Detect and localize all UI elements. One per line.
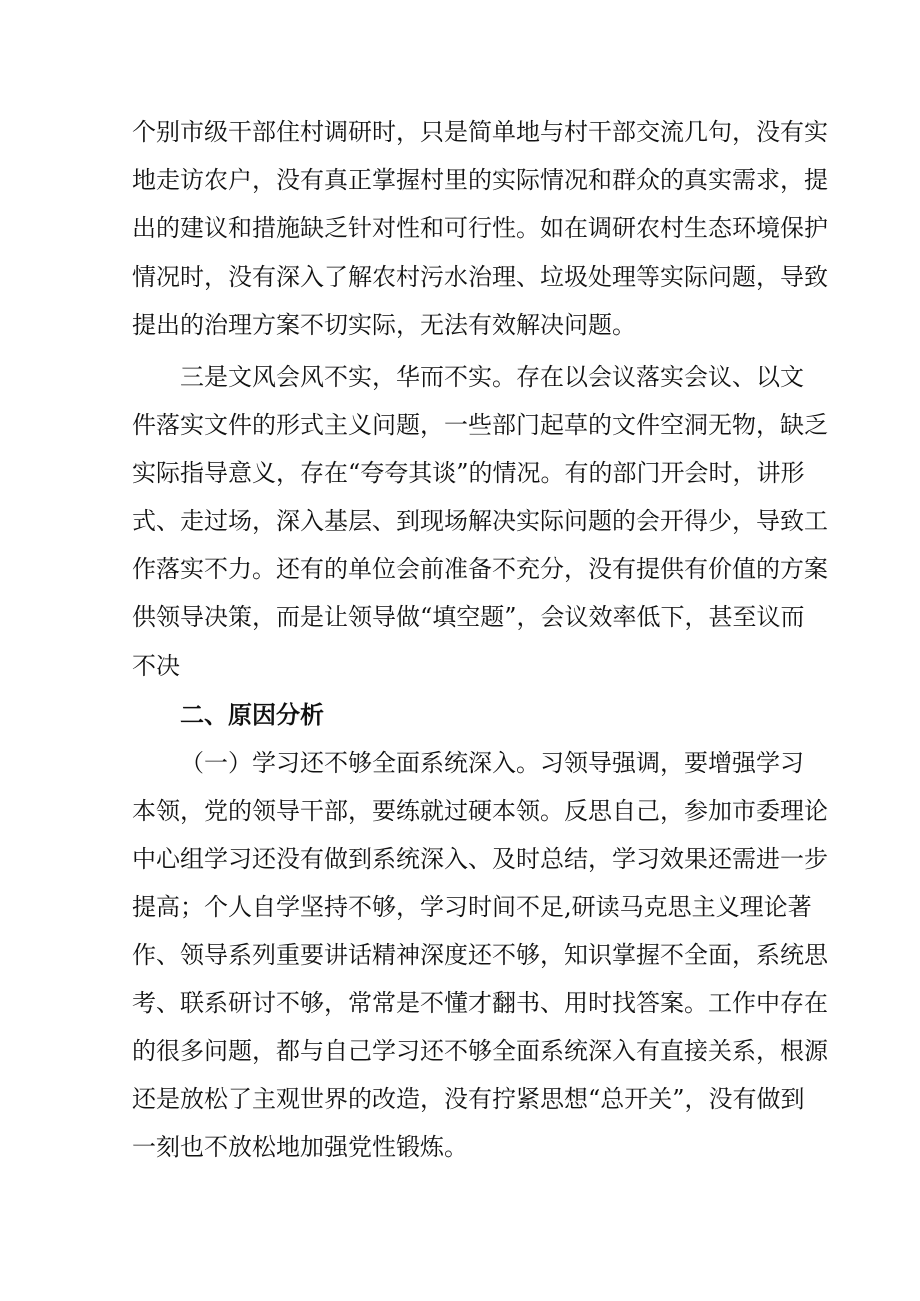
paragraph-1-line-5: 提出的治理方案不切实际，无法有效解决问题。 <box>132 311 636 339</box>
paragraph-1-line-2: 地走访农户，没有真正掌握村里的实际情况和群众的真实需求，提 <box>132 166 828 194</box>
paragraph-1-line-3: 出的建议和措施缺乏针对性和可行性。如在调研农村生态环境保护 <box>132 214 828 242</box>
paragraph-2-line-6: 供领导决策，而是让领导做“填空题”，会议效率低下，甚至议而 <box>132 603 805 631</box>
paragraph-3-line-7: 的很多问题，都与自己学习还不够全面系统深入有直接关系，根源 <box>132 1037 828 1065</box>
paragraph-3-line-3: 中心组学习还没有做到系统深入、及时总结，学习效果还需进一步 <box>132 845 828 873</box>
paragraph-2-line-3: 实际指导意义，存在“夸夸其谈”的情况。有的部门开会时，讲形 <box>132 459 805 487</box>
paragraph-2-line-2: 件落实文件的形式主义问题，一些部门起草的文件空洞无物，缺乏 <box>132 411 828 439</box>
paragraph-3-line-5: 作、领导系列重要讲话精神深度还不够，知识掌握不全面，系统思 <box>132 941 828 969</box>
paragraph-3-line-9: 一刻也不放松地加强党性锻炼。 <box>132 1133 468 1161</box>
paragraph-2-line-4: 式、走过场，深入基层、到现场解决实际问题的会开得少，导致工 <box>132 507 828 535</box>
paragraph-3-line-8: 还是放松了主观世界的改造，没有拧紧思想“总开关”，没有做到 <box>132 1085 805 1113</box>
paragraph-1-line-1: 个别市级干部住村调研时，只是简单地与村干部交流几句，没有实 <box>132 118 828 146</box>
section-heading: 二、原因分析 <box>180 701 324 729</box>
paragraph-3-line-4: 提高；个人自学坚持不够，学习时间不足,研读马克思主义理论著 <box>132 893 812 921</box>
paragraph-2-line-7: 不决 <box>132 652 180 680</box>
paragraph-2-line-5: 作落实不力。还有的单位会前准备不充分，没有提供有价值的方案 <box>132 555 828 583</box>
paragraph-2-line-1: 三是文风会风不实，华而不实。存在以会议落实会议、以文 <box>180 363 804 391</box>
paragraph-3-line-6: 考、联系研讨不够，常常是不懂才翻书、用时找答案。工作中存在 <box>132 989 828 1017</box>
paragraph-1-line-4: 情况时，没有深入了解农村污水治理、垃圾处理等实际问题，导致 <box>132 263 828 291</box>
paragraph-3-line-1: （一）学习还不够全面系统深入。习领导强调，要增强学习 <box>180 749 804 777</box>
paragraph-3-line-2: 本领，党的领导干部，要练就过硬本领。反思自己，参加市委理论 <box>132 797 828 825</box>
